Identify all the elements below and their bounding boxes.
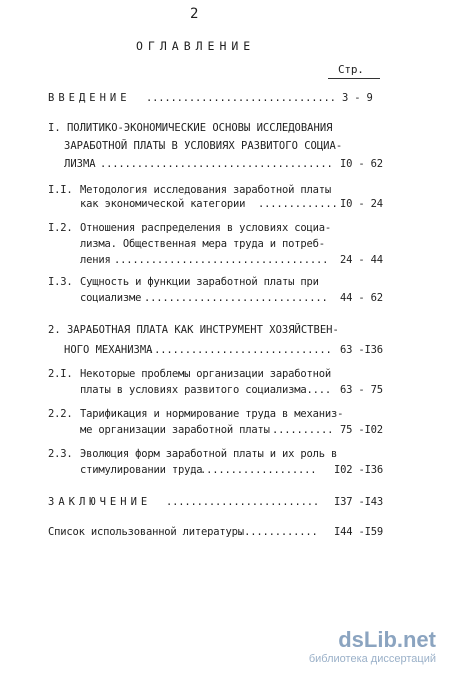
ch1-pages: I0 - 62 — [340, 158, 383, 170]
intro-title: ВВЕДЕНИЕ — [48, 92, 131, 104]
watermark-subtitle: библиотека диссертаций — [308, 653, 436, 665]
s12-line2: лизма. Общественная мера труда и потреб- — [80, 238, 325, 250]
s12-pages: 24 - 44 — [340, 254, 383, 266]
s13-line1: Сущность и функции заработной платы при — [80, 276, 319, 288]
ch2-line1: 2. ЗАРАБОТНАЯ ПЛАТА КАК ИНСТРУМЕНТ ХОЗЯЙСТВЕН- — [48, 324, 339, 336]
s12-dots: ................................... — [114, 254, 329, 266]
s11-dots: ............. — [258, 198, 338, 210]
s11-line1: Методология исследования заработной платы — [80, 184, 331, 196]
s13-number: I.3. — [48, 276, 73, 288]
s22-number: 2.2. — [48, 408, 73, 420]
s11-number: I.I. — [48, 184, 73, 196]
s11-pages: I0 - 24 — [340, 198, 383, 210]
watermark-logo: dsLib.net — [338, 627, 436, 652]
ch1-line1: I. ПОЛИТИКО-ЭКОНОМИЧЕСКИЕ ОСНОВЫ ИССЛЕДОВАНИЯ — [48, 122, 333, 134]
s21-line2: платы в условиях развитого социализма.... — [80, 384, 331, 396]
page-column-header: Стр. — [338, 63, 364, 76]
s22-dots: .......... — [272, 424, 334, 436]
s22-line2: ме организации заработной платы — [80, 424, 270, 436]
refs-dots: ............. — [238, 526, 318, 538]
s21-line1: Некоторые проблемы организации заработной — [80, 368, 331, 380]
page-column-underline — [328, 78, 380, 79]
s21-number: 2.I. — [48, 368, 73, 380]
conclusion-dots: ......................... — [166, 496, 320, 508]
s22-pages: 75 -I02 — [340, 424, 383, 436]
toc-heading: ОГЛАВЛЕНИЕ — [136, 39, 256, 53]
intro-dots: ............................... — [146, 92, 336, 104]
s21-pages: 63 - 75 — [340, 384, 383, 396]
s12-number: I.2. — [48, 222, 73, 234]
watermark — [309, 627, 436, 665]
s23-line2: стимулировании труда — [80, 464, 203, 476]
s12-line1: Отношения распределения в условиях социа- — [80, 222, 331, 234]
s12-line3: ления — [80, 254, 111, 266]
s23-number: 2.3. — [48, 448, 73, 460]
conclusion-title: ЗАКЛЮЧЕНИЕ — [48, 496, 152, 508]
s23-pages: I02 -I36 — [334, 464, 383, 476]
s23-dots: ................... — [200, 464, 317, 476]
s23-line1: Эволюция форм заработной платы и их роль в — [80, 448, 338, 460]
ch1-line3: ЛИЗМА — [64, 158, 96, 170]
intro-pages: 3 - 9 — [342, 92, 373, 104]
refs-pages: I44 -I59 — [334, 526, 383, 538]
ch1-line2: ЗАРАБОТНОЙ ПЛАТЫ В УСЛОВИЯХ РАЗВИТОГО СОЦИА- — [64, 140, 343, 152]
s11-line2: как экономической категории — [80, 198, 246, 210]
ch2-pages: 63 -I36 — [340, 344, 383, 356]
s13-line2: социализме — [80, 292, 142, 304]
conclusion-pages: I37 -I43 — [334, 496, 383, 508]
ch2-line2: НОГО МЕХАНИЗМА — [64, 344, 153, 356]
ch1-dots: ...................................... — [100, 158, 333, 170]
refs-title: Список использованной литературы — [48, 526, 244, 538]
s13-dots: .............................. — [144, 292, 328, 304]
s13-pages: 44 - 62 — [340, 292, 383, 304]
page-number: 2 — [190, 6, 199, 22]
s22-line1: Тарификация и нормирование труда в механиз- — [80, 408, 344, 420]
ch2-dots: .............................. — [148, 344, 332, 356]
